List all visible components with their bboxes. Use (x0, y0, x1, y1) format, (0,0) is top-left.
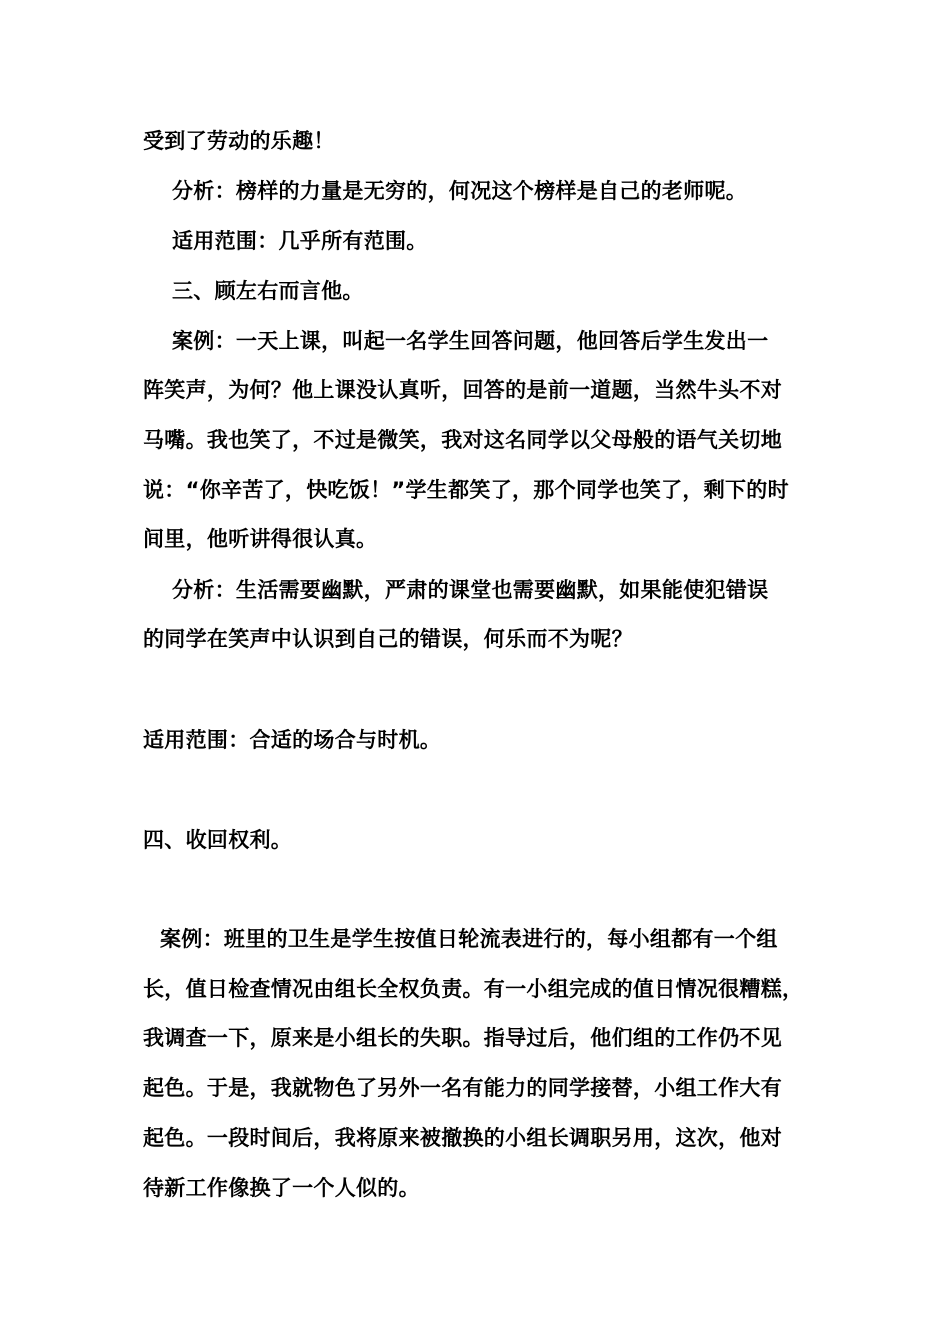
text-line: 起色。一段时间后，我将原来被撤换的小组长调职另用，这次，他对 (143, 1126, 782, 1150)
text-line: 起色。于是，我就物色了另外一名有能力的同学接替，小组工作大有 (143, 1076, 782, 1100)
text-line: 待新工作像换了一个人似的。 (143, 1176, 420, 1200)
case-line: 案例：一天上课，叫起一名学生回答问题，他回答后学生发出一 (172, 329, 769, 353)
text-line: 我调查一下，原来是小组长的失职。指导过后，他们组的工作仍不见 (143, 1026, 782, 1050)
text-line: 说：“你辛苦了，快吃饭！”学生都笑了，那个同学也笑了，剩下的时 (143, 478, 789, 502)
text-line: 的同学在笑声中认识到自己的错误，何乐而不为呢？ (143, 627, 633, 651)
analysis-line: 分析：生活需要幽默，严肃的课堂也需要幽默，如果能使犯错误 (172, 578, 769, 602)
text-line: 马嘴。我也笑了，不过是微笑，我对这名同学以父母般的语气关切地 (143, 428, 782, 452)
text-line: 间里，他听讲得很认真。 (143, 527, 378, 551)
section-heading: 三、顾左右而言他。 (172, 279, 364, 303)
scope-line: 适用范围：几乎所有范围。 (172, 229, 428, 253)
text-line: 长，值日检查情况由组长全权负责。有一小组完成的值日情况很糟糕， (143, 977, 804, 1001)
scope-line: 适用范围：合适的场合与时机。 (143, 728, 442, 752)
analysis-line: 分析：榜样的力量是无穷的，何况这个榜样是自己的老师呢。 (172, 179, 748, 203)
case-line: 案例：班里的卫生是学生按值日轮流表进行的，每小组都有一个组 (160, 927, 778, 951)
text-line: 阵笑声，为何？他上课没认真听，回答的是前一道题，当然牛头不对 (143, 378, 782, 402)
section-heading: 四、收回权利。 (143, 828, 293, 852)
text-line: 受到了劳动的乐趣！ (143, 129, 335, 153)
